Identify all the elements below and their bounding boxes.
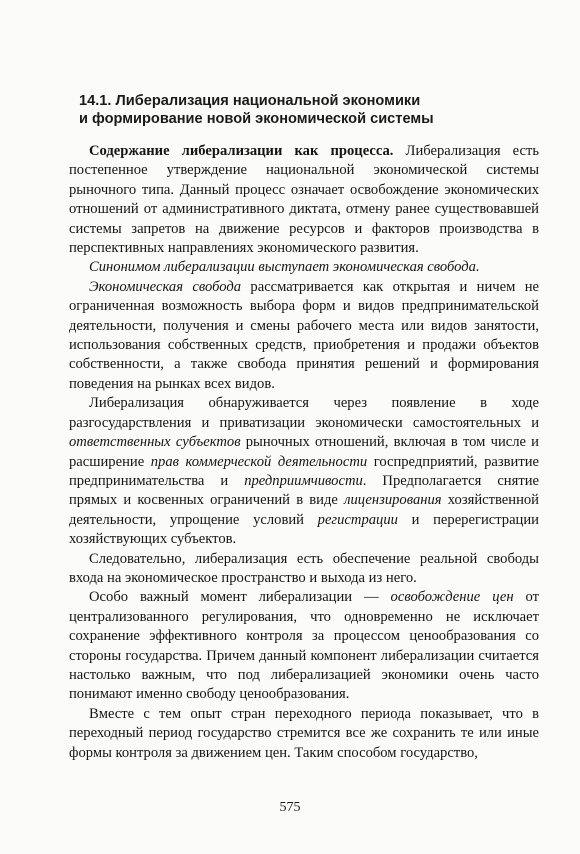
page-number: 575 (279, 800, 301, 815)
paragraph-consequently (69, 550, 539, 589)
section-heading-line-1: 14.1. Либерализация национальной экономики (79, 93, 421, 109)
paragraph-italic-term: регистрации (317, 511, 398, 528)
paragraph-text: рассматривается как открытая и ничем не ограниченная возможность выбора форм и видов предпринимательской деятельности, получения и смены рабочего места или видов занятости, использования собственных средств, приобретения и продажи объектов собственности, а также свобода принятия решений и формирования поведения на рынках всех видов. (69, 278, 539, 392)
section-heading (79, 92, 539, 128)
paragraph-text: Особо важный момент либерализации — (89, 589, 391, 606)
paragraph-italic-term: освобождение цен (390, 589, 514, 606)
paragraph-italic-term: прав коммерческой деятельности (150, 453, 368, 470)
paragraph-italic-term: ответственных субъектов (69, 434, 241, 451)
page-content (69, 92, 539, 763)
paragraph-lead-term: Содержание либерализации как процесса. (89, 143, 394, 159)
paragraph-italic-term: лицензирования (344, 492, 442, 509)
paragraph-italic-term: предприимчивости (244, 472, 363, 489)
paragraph-text: госпредприятий, развитие предпринимательства и (69, 453, 539, 489)
paragraph-price-liberalization (69, 588, 539, 704)
paragraph-text: от централизованного регулирования, что одновременно не исключает сохранение эффективного контроля за процессом ценообразования со стороны государства. Причем данный компонент либерализации считается настолько важным, что под либерализацией экономики очень часто понимают именно свободу ценообразования. (69, 589, 539, 703)
paragraph-synonym (69, 258, 539, 277)
paragraph-text: хозяйственной деятельности, упрощение условий (69, 492, 539, 528)
paragraph-text: Либерализация обнаруживается через появление в ходе разгосударствления и приватизации экономически самостоятельных и (69, 395, 539, 431)
paragraph-text: Вместе с тем опыт стран переходного периода показывает, что в переходный период государство стремится все же сохранить те или иные формы контроля за движением цен. Таким способом государство, (69, 705, 539, 761)
paragraph-transition-experience (69, 705, 539, 763)
paragraph-economic-freedom (69, 278, 539, 394)
section-heading-line-2: и формирование новой экономической системы (79, 111, 434, 127)
paragraph-text: и перерегистрации хозяйствующих субъектов. (69, 511, 539, 548)
paragraph-text: Следовательно, либерализация есть обеспечение реальной свободы входа на экономическое пространство и выхода из него. (69, 550, 539, 586)
paragraph-text: Либерализация есть постепенное утверждение национальной экономической системы рыночного типа. Данный процесс означает освобождение экономических отношений от административного диктата, отмену ранее существовавшей системы запретов на движение ресурсов и факторов производства в перспективных направлениях экономического развития. (69, 143, 540, 257)
paragraph-text: . Предполагается снятие прямых и косвенных ограничений в виде (69, 472, 539, 509)
paragraph-italic-statement: Синонимом либерализации выступает экономическая свобода. (89, 259, 480, 276)
paragraph-liberalization-definition (69, 142, 539, 258)
paragraph-text: рыночных отношений, включая в том числе и расширение (69, 434, 539, 470)
paragraph-italic-term: Экономическая свобода (89, 278, 242, 295)
paragraph-liberalization-manifestation (69, 394, 539, 549)
